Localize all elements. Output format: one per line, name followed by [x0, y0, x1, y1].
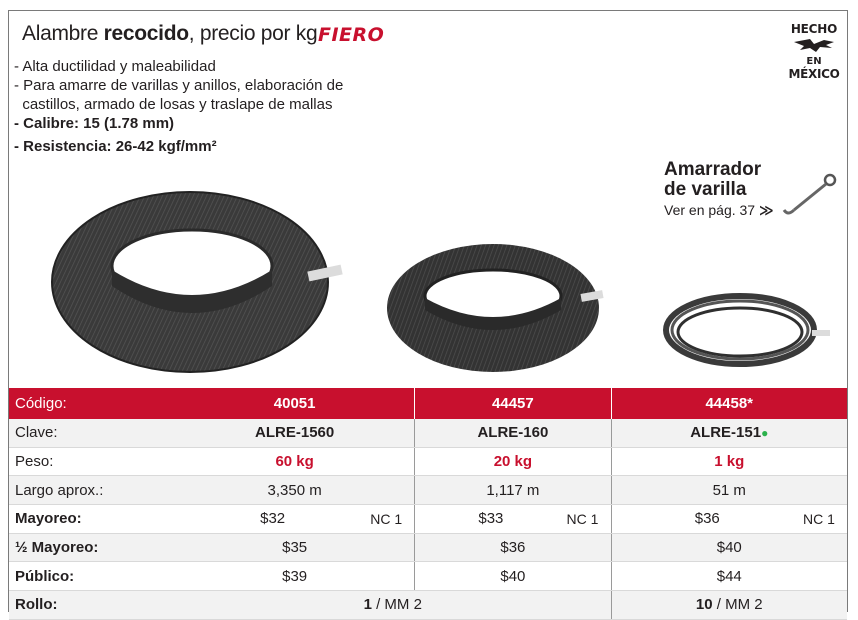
largo-cell: 1,117 m — [415, 476, 611, 505]
title-suffix: , precio por kg — [188, 22, 318, 45]
peso-cell: 1 kg — [611, 447, 847, 476]
nc-cell: NC 1 — [567, 505, 612, 534]
label-codigo: Código: — [9, 388, 175, 419]
table-row-rollo — [9, 591, 847, 620]
eagle-icon — [790, 36, 838, 56]
label-mayoreo: Mayoreo: — [9, 505, 175, 534]
label-peso: Peso: — [9, 447, 175, 476]
badge-line-3: MÉXICO — [788, 67, 840, 81]
related-product-page-ref[interactable] — [664, 202, 774, 219]
rebar-tie-tool-icon — [780, 172, 842, 218]
feature-caliber: - Calibre: 15 (1.78 mm) — [14, 115, 175, 132]
table-row-codigo — [9, 388, 847, 419]
page-title — [22, 22, 317, 46]
feature-uses-2: castillos, armado de losas y traslape de mallas — [14, 96, 333, 113]
label-largo: Largo aprox.: — [9, 476, 175, 505]
label-publico: Público: — [9, 562, 175, 591]
codigo-44458: 44458* — [611, 388, 847, 419]
nc-cell: NC 1 — [370, 505, 415, 534]
wire-coil-small-image — [662, 290, 834, 372]
title-bold: recocido — [103, 22, 189, 45]
rollo-unit: / MM 2 — [371, 596, 422, 614]
codigo-40051: 40051 — [175, 388, 415, 419]
mayoreo-cell: $32 — [175, 505, 370, 534]
brand-logo: FIERO — [318, 24, 385, 46]
mayoreo-cell: $33 — [415, 505, 567, 534]
related-product-name-2: de varilla — [664, 179, 747, 200]
table-row-medio-mayoreo — [9, 533, 847, 562]
page-ref-text: Ver en pág. 37 — [664, 202, 756, 218]
wire-coil-large-image — [50, 190, 350, 380]
largo-cell: 51 m — [611, 476, 847, 505]
product-spec-table — [9, 388, 847, 620]
table-row-peso — [9, 447, 847, 476]
related-product-name-1: Amarrador — [664, 159, 762, 180]
feature-uses-1: - Para amarre de varillas y anillos, elaboración de — [14, 77, 344, 94]
clave-cell: ALRE-1560 — [175, 419, 415, 447]
codigo-44457: 44457 — [415, 388, 611, 419]
publico-cell: $44 — [611, 562, 847, 591]
rollo-cell — [611, 591, 847, 620]
rollo-cell — [175, 591, 611, 620]
medio-mayoreo-cell: $40 — [611, 533, 847, 562]
title-prefix: Alambre — [22, 22, 104, 45]
table-row-clave — [9, 419, 847, 447]
peso-cell: 60 kg — [175, 447, 415, 476]
label-medio-mayoreo: ½ Mayoreo: — [9, 533, 175, 562]
availability-dot-icon: ● — [761, 426, 769, 441]
feature-list — [14, 57, 343, 156]
publico-cell: $40 — [415, 562, 611, 591]
label-rollo: Rollo: — [9, 591, 175, 620]
clave-cell — [611, 419, 847, 447]
wire-coil-medium-image — [385, 240, 610, 380]
largo-cell: 3,350 m — [175, 476, 415, 505]
label-clave: Clave: — [9, 419, 175, 447]
medio-mayoreo-cell: $35 — [175, 533, 415, 562]
badge-line-2: EN — [806, 56, 822, 67]
feature-ductility: - Alta ductilidad y maleabilidad — [14, 58, 216, 75]
clave-cell: ALRE-160 — [415, 419, 611, 447]
publico-cell: $39 — [175, 562, 415, 591]
mayoreo-cell: $36 — [611, 505, 803, 534]
rollo-number: 10 — [695, 596, 713, 614]
badge-line-1: HECHO — [790, 22, 838, 36]
table-row-largo — [9, 476, 847, 505]
rollo-unit: / MM 2 — [712, 596, 763, 614]
feature-resistance: - Resistencia: 26-42 kgf/mm² — [14, 138, 217, 155]
rollo-number: 1 — [363, 596, 372, 614]
medio-mayoreo-cell: $36 — [415, 533, 611, 562]
table-row-mayoreo — [9, 505, 847, 534]
nc-cell: NC 1 — [803, 505, 847, 534]
clave-text: ALRE-151 — [690, 424, 762, 442]
hecho-en-mexico-badge — [786, 22, 842, 81]
table-row-publico — [9, 562, 847, 591]
peso-cell: 20 kg — [415, 447, 611, 476]
chevron-right-icon: ≫ — [758, 202, 774, 218]
related-product-callout[interactable] — [664, 160, 774, 219]
